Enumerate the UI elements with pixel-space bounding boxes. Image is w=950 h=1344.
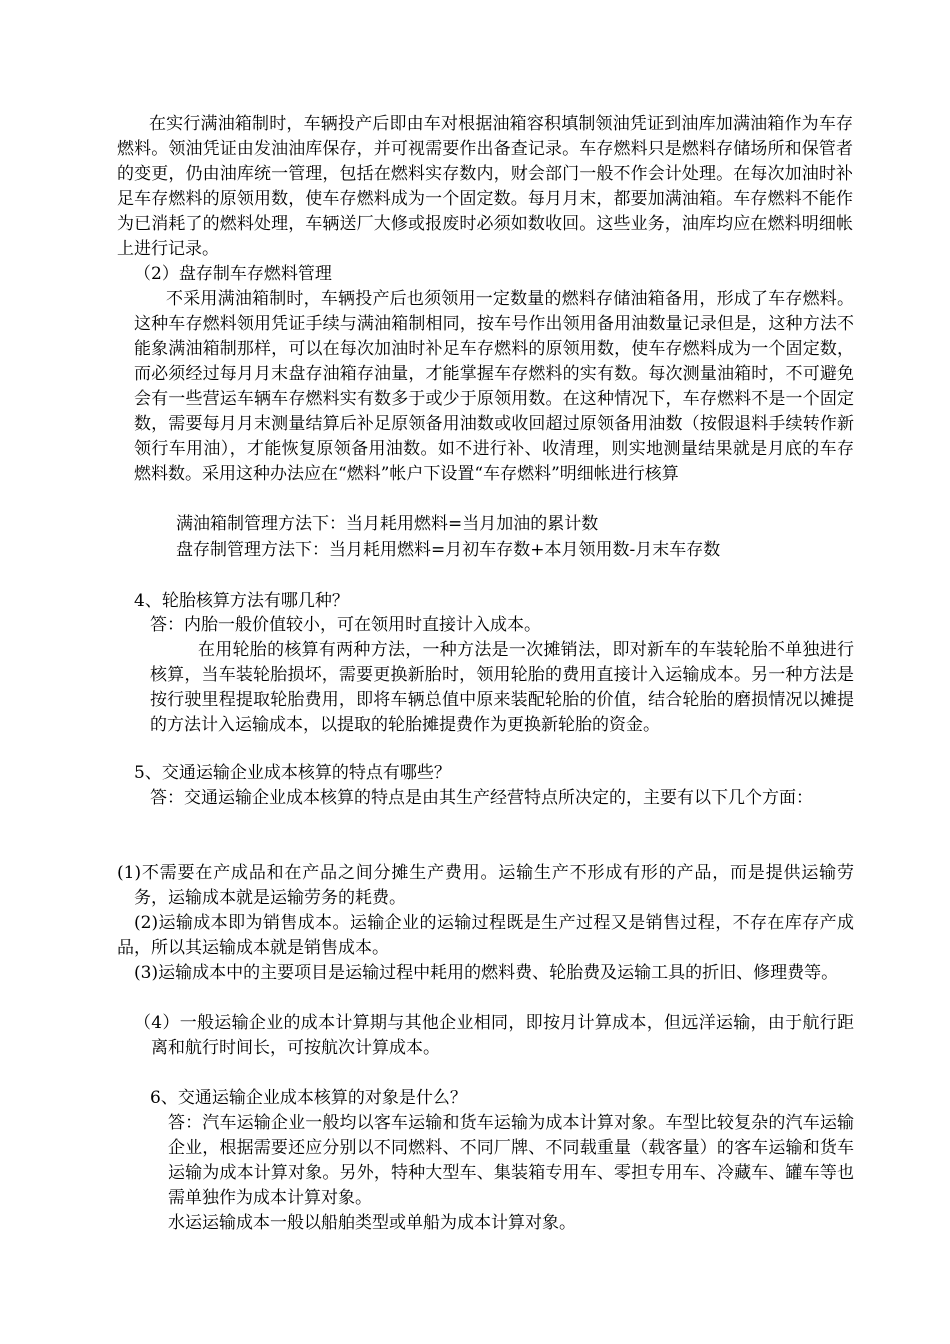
paragraph-full-tank-system: 在实行满油箱制时，车辆投产后即由车对根据油箱容积填制领油凭证到油库加满油箱作为车存燃料。领油凭证由发油油库保存，并可视需要作出备查记录。车存燃料只是燃料存储场所和保管者的变更，仍由油库统一管理，包括在燃料实存数内，财会部门一般不作会计处理。在每次加油时补足车存燃料的原领用数，使车存燃料成为一个固定数。每月月末，都要加满油箱。车存燃料不能作为已消耗了的燃料处理，车辆送厂大修或报废时必须如数收回。这些业务，油库均应在燃料明细帐上进行记录。	[117, 114, 853, 259]
subheading-inventory-system: （2）盘存制车存燃料管理	[134, 264, 332, 284]
formula-inventory: 盘存制管理方法下：当月耗用燃料=月初车存数+本月领用数-月末车存数	[176, 540, 721, 560]
question-5-item-4: （4）一般运输企业的成本计算期与其他企业相同，即按月计算成本，但远洋运输，由于航行距离和航行时间长，可按航次计算成本。	[134, 1013, 854, 1058]
question-4-title: 4、轮胎核算方法有哪几种？	[134, 591, 349, 611]
question-5-answer-intro: 答：交通运输企业成本核算的特点是由其生产经营特点所决定的，主要有以下几个方面：	[150, 788, 813, 808]
question-5-item-1: (1)不需要在产成品和在产品之间分摊生产费用。运输生产不形成有形的产品，而是提供运输劳务，运输成本就是运输劳务的耗费。	[117, 863, 854, 908]
question-6-answer: 答：汽车运输企业一般均以客车运输和货车运输为成本计算对象。车型比较复杂的汽车运输企业，根据需要还应分别以不同燃料、不同厂牌、不同载重量（载客量）的客车运输和货车运输为成本计算对象。另外，特种大型车、集装箱专用车、零担专用车、冷藏车、罐车等也需单独作为成本计算对象。	[168, 1113, 854, 1208]
question-4-answer-tires: 在用轮胎的核算有两种方法，一种方法是一次摊销法，即对新车的车装轮胎不单独进行核算，当车装轮胎损坏，需要更换新胎时，领用轮胎的费用直接计入运输成本。另一种方法是按行驶里程提取轮胎费用，即将车辆总值中原来装配轮胎的价值，结合轮胎的磨损情况以摊提的方法计入运输成本，以提取的轮胎摊提费作为更换新轮胎的资金。	[150, 640, 854, 735]
question-5-title: 5、交通运输企业成本核算的特点有哪些？	[134, 763, 451, 783]
question-5-item-2: (2)运输成本即为销售成本。运输企业的运输过程既是生产过程又是销售过程，不存在库存产成品，所以其运输成本就是销售成本。	[117, 913, 854, 958]
paragraph-inventory-system: 不采用满油箱制时，车辆投产后也须领用一定数量的燃料存储油箱备用，形成了车存燃料。这种车存燃料领用凭证手续与满油箱制相同，按车号作出领用备用油数量记录但是，这种方法不能象满油箱制那样，可以在每次加油时补足车存燃料的原领用数，使车存燃料成为一个固定数，而必须经过每月月末盘存油箱存油量，才能掌握车存燃料的实有数。每次测量油箱时，不可避免会有一些营运车辆车存燃料实有数多于或少于原领用数。在这种情况下，车存燃料不是一个固定数，需要每月月末测量结算后补足原领备用油数或收回超过原领备用油数（按假退料手续转作新领行车用油），才能恢复原领备用油数。如不进行补、收清理，则实地测量结果就是月底的车存燃料数。采用这种办法应在“燃料”帐户下设置“车存燃料”明细帐进行核算	[134, 289, 854, 484]
question-6-water-transport: 水运运输成本一般以船舶类型或单船为成本计算对象。	[168, 1213, 576, 1233]
question-6-title: 6、交通运输企业成本核算的对象是什么？	[150, 1088, 467, 1108]
formula-full-tank: 满油箱制管理方法下：当月耗用燃料=当月加油的累计数	[176, 514, 599, 534]
question-4-answer-inner-tube: 答：内胎一般价值较小，可在领用时直接计入成本。	[150, 615, 541, 635]
question-5-item-3: (3)运输成本中的主要项目是运输过程中耗用的燃料费、轮胎费及运输工具的折旧、修理费等。	[134, 963, 839, 983]
